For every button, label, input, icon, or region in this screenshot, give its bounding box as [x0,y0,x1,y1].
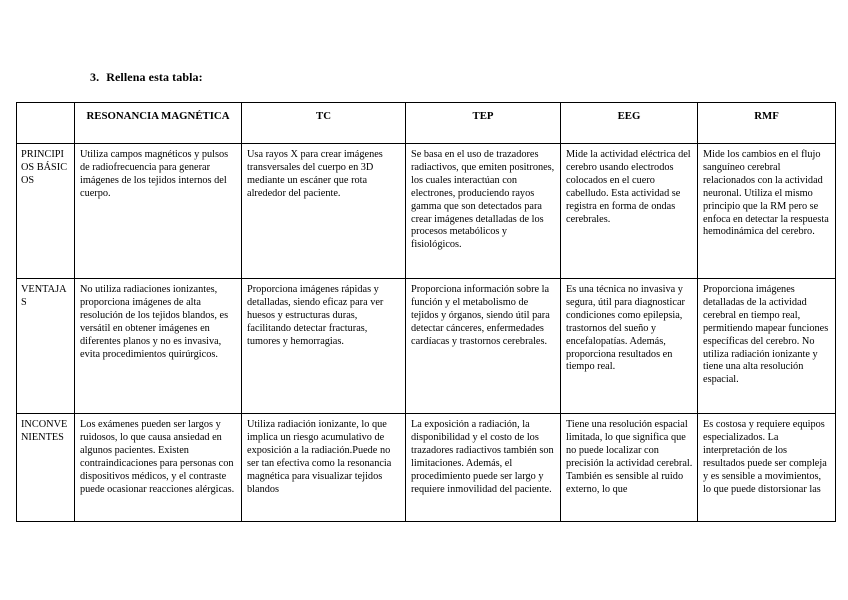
header-corner-cell [17,103,75,144]
table-cell: Es costosa y requiere equipos especializados. La interpretación de los resultados puede ser compleja y es sensible a movimientos, lo que puede distorsionar las [698,414,836,522]
column-header-eeg: EEG [561,103,698,144]
table-cell: Los exámenes pueden ser largos y ruidosos, lo que causa ansiedad en algunos pacientes. Existen contraindicaciones para personas con dispositivos médicos, y el contraste puede ocasionar reacciones alérgicas. [75,414,242,522]
table-cell: Se basa en el uso de trazadores radiactivos, que emiten positrones, los cuales interactúan con electrones, produciendo rayos gamma que son detectados para crear imágenes detalladas de los procesos metabólicos y fisiológicos. [406,144,561,279]
table-cell: Utiliza campos magnéticos y pulsos de radiofrecuencia para generar imágenes de los tejidos internos del cuerpo. [75,144,242,279]
heading-number: 3. [90,70,100,84]
table-cell: Mide la actividad eléctrica del cerebro usando electrodos colocados en el cuero cabelludo. Esta actividad se registra en forma de ondas cerebrales. [561,144,698,279]
table-cell: Usa rayos X para crear imágenes transversales del cuerpo en 3D mediante un escáner que rota alrededor del paciente. [242,144,406,279]
table-cell: Proporciona información sobre la función y el metabolismo de tejidos y órganos, siendo útil para detectar cánceres, enfermedades cardíacas y trastornos cerebrales. [406,279,561,414]
table-row [17,144,836,279]
table-cell: Proporciona imágenes rápidas y detalladas, siendo eficaz para ver huesos y estructuras duras, facilitando detectar fracturas, tumores y hemorragias. [242,279,406,414]
column-header-tep: TEP [406,103,561,144]
row-label-principios: PRINCIPIOS BÁSICOS [17,144,75,279]
section-heading [90,70,203,85]
table-row [17,414,836,522]
table-cell: Mide los cambios en el flujo sanguíneo cerebral relacionados con la actividad neuronal. Utiliza el mismo principio que la RM pero se enfoca en detectar la respuesta hemodinámica del cerebro. [698,144,836,279]
column-header-resonancia: RESONANCIA MAGNÉTICA [75,103,242,144]
table-cell: La exposición a radiación, la disponibilidad y el costo de los trazadores radiactivos también son limitaciones. Además, el procedimiento puede ser largo y requiere inmovilidad del paciente. [406,414,561,522]
column-header-tc: TC [242,103,406,144]
column-header-rmf: RMF [698,103,836,144]
table-cell: Es una técnica no invasiva y segura, útil para diagnosticar condiciones como epilepsia, trastornos del sueño y encefalopatías. Además, proporciona resultados en tiempo real. [561,279,698,414]
comparison-table [16,102,836,522]
table-cell: No utiliza radiaciones ionizantes, proporciona imágenes de alta resolución de los tejidos blandos, es versátil en obtener imágenes en diferentes planos y no es invasiva, evita procedimientos quirúrgicos. [75,279,242,414]
table-row [17,279,836,414]
table-header-row [17,103,836,144]
heading-text: Rellena esta tabla: [106,70,203,84]
table-cell: Utiliza radiación ionizante, lo que implica un riesgo acumulativo de exposición a la radiación.Puede no ser tan efectiva como la resonancia magnética para visualizar tejidos blandos [242,414,406,522]
row-label-inconvenientes: INCONVENIENTES [17,414,75,522]
table-cell: Proporciona imágenes detalladas de la actividad cerebral en tiempo real, permitiendo mapear funciones específicas del cerebro. No utiliza radiación ionizante y tiene una alta resolución espacial. [698,279,836,414]
row-label-ventajas: VENTAJAS [17,279,75,414]
table-cell: Tiene una resolución espacial limitada, lo que significa que no puede localizar con precisión la actividad cerebral. También es sensible al ruido externo, lo que [561,414,698,522]
